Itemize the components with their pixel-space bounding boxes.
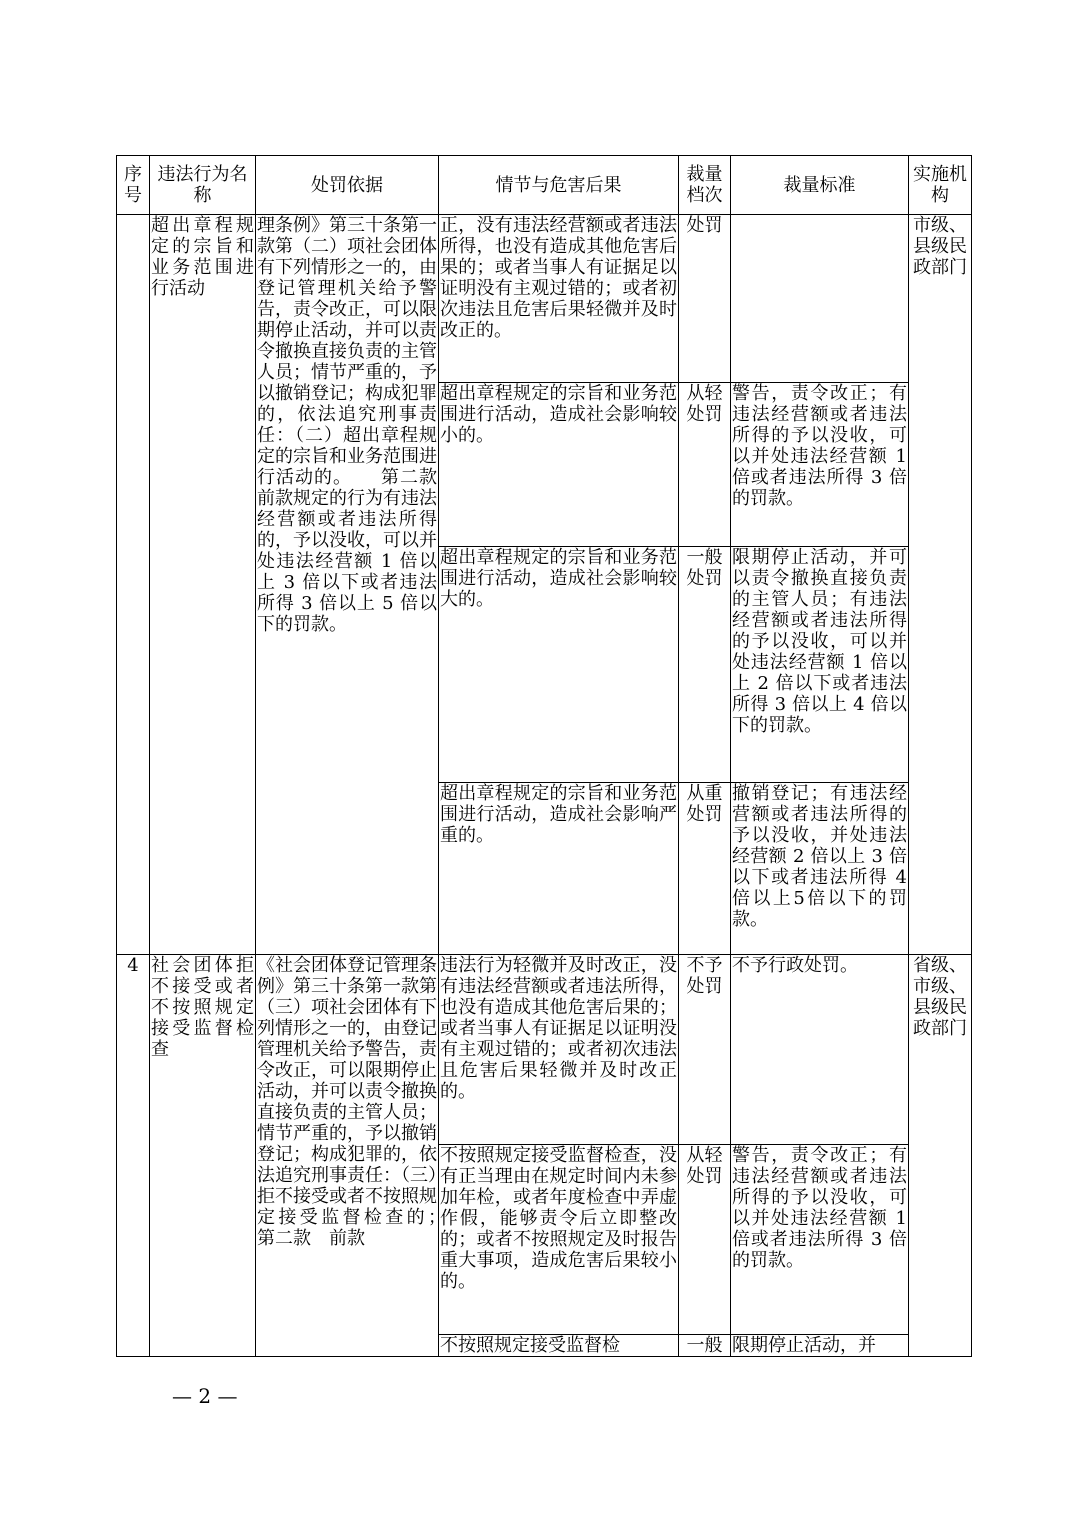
agency-cell: 省级、市级、县级民政部门 <box>909 955 972 1357</box>
header-discretion-level: 裁量档次 <box>679 156 731 215</box>
header-violation-name: 违法行为名称 <box>150 156 256 215</box>
agency-cell: 市级、县级民政部门 <box>909 215 972 955</box>
table-row <box>117 215 972 383</box>
level-cell: 从重处罚 <box>679 783 731 955</box>
legal-basis-cell: 理条例》第三十条第一款第（二）项社会团体有下列情形之一的，由登记管理机关给予警告，责令改正，可以限期停止活动，并可以责令撤换直接负责的主管人员；情节严重的，予以撤销登记；构成犯罪的，依法追究刑事责任：（二）超出章程规定的宗旨和业务范围进行活动的。 第二款 前款规定的行为有违法经营额或者违法所得的，予以没收，可以并处违法经营额 1 倍以上 3 倍以下或者违法所得 3 倍以上 5 倍以下的罚款。 <box>256 215 439 955</box>
standard-cell: 警告，责令改正；有违法经营额或者违法所得的予以没收，可以并处违法经营额 1 倍或者违法所得 3 倍的罚款。 <box>731 1145 909 1335</box>
row-number-cell: 4 <box>117 955 150 1357</box>
standard-cell <box>731 215 909 383</box>
standard-cell: 警告，责令改正；有违法经营额或者违法所得的予以没收，可以并处违法经营额 1 倍或者违法所得 3 倍的罚款。 <box>731 383 909 547</box>
standard-cell: 限期停止活动，并可以责令撤换直接负责的主管人员；有违法经营额或者违法所得的予以没收，可以并处违法经营额 1 倍以上 2 倍以下或者违法所得 3 倍以上 4 倍以下的罚款。 <box>731 547 909 783</box>
level-cell: 从轻处罚 <box>679 1145 731 1335</box>
header-circumstances: 情节与危害后果 <box>439 156 679 215</box>
standard-cell: 限期停止活动，并 <box>731 1335 909 1357</box>
header-number: 序号 <box>117 156 150 215</box>
discretion-standard-table <box>116 155 972 1357</box>
level-cell: 一般 <box>679 1335 731 1357</box>
violation-name-cell: 社会团体拒不接受或者不按照规定接受监督检查 <box>150 955 256 1357</box>
standard-cell: 不予行政处罚。 <box>731 955 909 1145</box>
circumstance-cell: 违法行为轻微并及时改正，没有违法经营额或者违法所得，也没有造成其他危害后果的；或者当事人有证据足以证明没有主观过错的；或者初次违法且危害后果轻微并及时改正的。 <box>439 955 679 1145</box>
row-number-cell <box>117 215 150 955</box>
header-legal-basis: 处罚依据 <box>256 156 439 215</box>
level-cell: 一般处罚 <box>679 547 731 783</box>
header-agency: 实施机构 <box>909 156 972 215</box>
table-header-row <box>117 156 972 215</box>
table-row <box>117 955 972 1145</box>
header-discretion-standard: 裁量标准 <box>731 156 909 215</box>
violation-name-cell: 超出章程规定的宗旨和业务范围进行活动 <box>150 215 256 955</box>
circumstance-cell: 正，没有违法经营额或者违法所得，也没有造成其他危害后果的；或者当事人有证据足以证明没有主观过错的；或者初次违法且危害后果轻微并及时改正的。 <box>439 215 679 383</box>
circumstance-cell: 超出章程规定的宗旨和业务范围进行活动，造成社会影响较小的。 <box>439 383 679 547</box>
circumstance-cell: 超出章程规定的宗旨和业务范围进行活动，造成社会影响较大的。 <box>439 547 679 783</box>
circumstance-cell: 超出章程规定的宗旨和业务范围进行活动，造成社会影响严重的。 <box>439 783 679 955</box>
standard-cell: 撤销登记；有违法经营额或者违法所得的予以没收，并处违法经营额 2 倍以上 3 倍以下或者违法所得 4 倍以上5倍以下的罚款。 <box>731 783 909 955</box>
page-number: — 2 — <box>172 1384 238 1408</box>
level-cell: 从轻处罚 <box>679 383 731 547</box>
level-cell: 处罚 <box>679 215 731 383</box>
circumstance-cell: 不按照规定接受监督检 <box>439 1335 679 1357</box>
circumstance-cell: 不按照规定接受监督检查，没有正当理由在规定时间内未参加年检，或者年度检查中弄虚作假，能够责令后立即整改的；或者不按照规定及时报告重大事项，造成危害后果较小的。 <box>439 1145 679 1335</box>
level-cell: 不予处罚 <box>679 955 731 1145</box>
legal-basis-cell: 《社会团体登记管理条例》第三十条第一款第（三）项社会团体有下列情形之一的，由登记管理机关给予警告，责令改正，可以限期停止活动，并可以责令撤换直接负责的主管人员；情节严重的，予以撤销登记；构成犯罪的，依法追究刑事责任：（三）拒不接受或者不按照规定接受监督检查的； 第二款 前款 <box>256 955 439 1357</box>
